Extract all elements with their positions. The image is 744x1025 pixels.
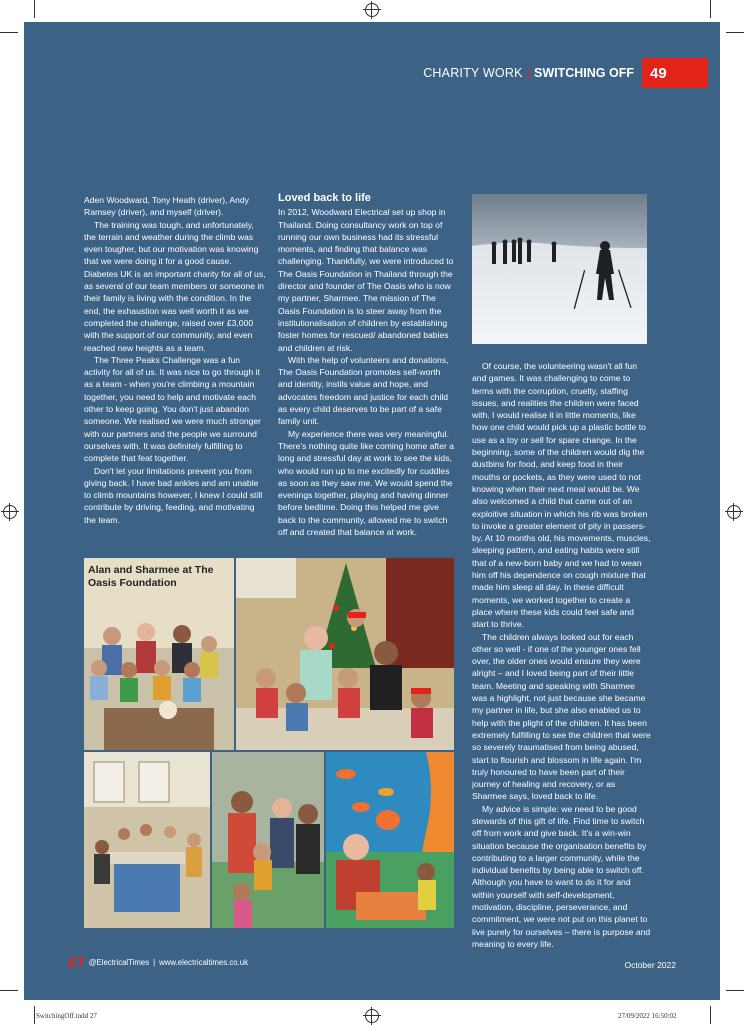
registration-mark-icon (365, 1009, 379, 1023)
website-link[interactable]: www.electricaltimes.co.uk (159, 958, 248, 967)
registration-mark-icon (365, 3, 379, 17)
crop-mark (710, 0, 711, 18)
crop-mark (726, 990, 744, 991)
registration-mark-icon (3, 505, 17, 519)
body-paragraph: The Three Peaks Challenge was a fun activity for all of us. It was nice to go through it as a team - when you're climbing a mountain together, you need to help and motivate each other to keep going. You don't just abandon someone. We realised we were much stronger with our partners and the people we surround ourselves with. It was definitely fulfilling to complete that feat together. (84, 354, 262, 464)
running-header (423, 58, 708, 88)
page-footer (68, 955, 248, 970)
page-number: 49 (642, 58, 708, 88)
crop-mark (0, 990, 18, 991)
christmas-party-photo (236, 558, 454, 750)
magazine-page (24, 22, 720, 1000)
article-column-3 (472, 360, 652, 950)
header-separator: | (526, 65, 530, 81)
footer-separator: | (153, 958, 156, 967)
issue-date: October 2022 (624, 960, 676, 970)
body-paragraph: With the help of volunteers and donations, The Oasis Foundation promotes self-worth and identity, instils value and hope, and advocates freedom and justice for each child as every child deserves to be part of a safe family unit. (278, 354, 449, 427)
subheading: Loved back to life (278, 192, 371, 204)
twitter-handle: @ElectricalTimes (88, 958, 150, 967)
article-column-1 (84, 194, 266, 526)
photo-caption: Alan and Sharmee at The Oasis Foundation (88, 564, 214, 589)
dining-room-photo (84, 752, 210, 928)
body-paragraph: Don't let your limitations prevent you from giving back. I have bad ankles and am unable to climb mountains however, I knew I could still contribute by driving, feeding, and motivating the team. (84, 465, 263, 525)
section-label: CHARITY WORK (423, 66, 523, 80)
topic-label: SWITCHING OFF (534, 66, 634, 80)
body-paragraph: My experience there was very meaningful. There's nothing quite like coming home after a long and stressful day at work to see the kids, who would run up to me excitedly for cuddles as soon as they saw me. We would spend the evenings together, playing and having dinner before bedtime. Doing this helped me give back to the community, allowed me to switch off and created that balance at work. (278, 428, 454, 538)
body-paragraph: The training was tough, and unfortunately, the terrain and weather during the climb was even tougher, but our motivation was knowing that we were doing it for a good cause. Diabetes UK is an important charity for all of us, as several of our team members or someone in their family is living with the condition. In the end, the exhaustion was well worth it as we completed the challenge, raised over £3,000 with the support of our community, and even reached new heights as a team. (84, 219, 266, 353)
body-paragraph: Aden Woodward, Tony Heath (driver), Andy Ramsey (driver), and myself (driver). (84, 195, 249, 218)
mountain-hikers-photo (472, 194, 647, 344)
body-paragraph: My advice is simple: we need to be good stewards of this gift of life. Find time to switch off from work and give back. It's a win-win situation because the organisation benefits by contributing to a larger community, while the individual benefits by being able to switch off. Although you have to want to do it for and within yourself with self-development, motivation, discipline, perseverance, and commitment, we were not put on this planet to live purely for ourselves – there is purpose and meaning to every life. (472, 803, 651, 949)
body-paragraph: Of course, the volunteering wasn't all fun and games. It was challenging to come to terms with the corruption, cruelty, staffing issues, and realities the children were faced with. I would realise it in little moments, like how one child would pick up a plastic bottle to use as a toy or sell for spare change. In the beginning, some of the children would dig the dustbins for food, and keep food in their mouths or pockets, as they were used to not knowing when their next meal would be. We also welcomed a child that came out of an exploitive situation in which his rib was broken to invoke a greater element of pity in passers-by. At 10 months old, his movements, muscles, sleeping pattern, and eating habits were still that of a new-born baby and we had to wean him off his dependence on cough mixture that made him sleep all day. In these difficult moments, we worked together to create a place where these kids could feel safe and start to thrive. (472, 361, 651, 630)
aquarium-mural-photo (326, 752, 454, 928)
foundation-group-photo (84, 558, 234, 750)
family-sofa-photo (212, 752, 324, 928)
crop-mark (0, 32, 18, 33)
file-slug: SwitchingOff.indd 27 (36, 1012, 97, 1020)
crop-mark (710, 1006, 711, 1024)
registration-mark-icon (727, 505, 741, 519)
article-column-2 (278, 192, 456, 538)
body-paragraph: The children always looked out for each other so well - if one of the younger ones fell over, the older ones would ensure they were alright – and I loved being part of their little team. Meeting and speaking with Sharmee was a highlight, not just because she became my partner in life, but she also enabled us to help with the plight of the children. It has been extremely fulfilling to see the children that were so severely traumatised from being abused, start to flourish and blossom in life again. I'm truly honoured to have been part of their journey of healing and recovery, or as Sharmee says, loved back to life. (472, 631, 651, 802)
print-timestamp: 27/09/2022 16:50:02 (618, 1012, 677, 1020)
et-logo: ET (68, 955, 85, 970)
crop-mark (34, 1006, 35, 1024)
body-paragraph: In 2012, Woodward Electrical set up shop in Thailand. Doing consultancy work on top of running our own business had its stressful moments, and finding that balance was challenging. Thankfully, we were introduced to The Oasis Foundation in Thailand through the director and founder of The Oasis who is now my partner, Sharmee. The mission of The Oasis Foundation is to steer away from the institutionalisation of children by establishing foster homes for rescued/ abandoned babies and children at risk. (278, 207, 454, 353)
crop-mark (34, 0, 35, 18)
crop-mark (726, 32, 744, 33)
